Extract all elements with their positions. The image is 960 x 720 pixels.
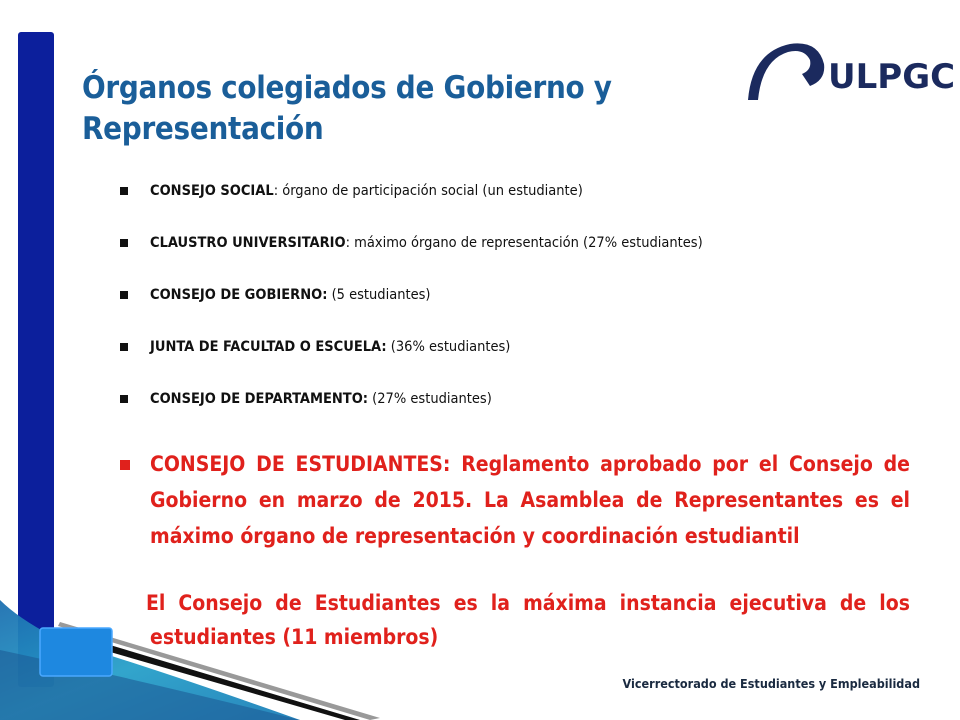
square-bullet-icon xyxy=(120,343,128,351)
closing-statement: El Consejo de Estudiantes es la máxima instancia ejecutiva de los estudiantes (11 miembros) xyxy=(146,591,910,649)
item-title: CONSEJO DE DEPARTAMENTO: xyxy=(150,391,369,407)
square-bullet-icon xyxy=(120,460,130,470)
item-title: CONSEJO DE GOBIERNO: xyxy=(150,287,328,303)
consejo-estudiantes-item xyxy=(120,446,910,554)
list-item xyxy=(120,282,910,334)
footer-text: Vicerrectorado de Estudiantes y Empleabilidad xyxy=(622,676,920,691)
square-bullet-icon xyxy=(120,239,128,247)
item-description: (36% estudiantes) xyxy=(386,339,511,355)
item-title: CLAUSTRO UNIVERSITARIO xyxy=(150,235,346,251)
item-description: : órgano de participación social (un estudiante) xyxy=(273,183,583,199)
list-item xyxy=(120,334,910,386)
square-bullet-icon xyxy=(120,187,128,195)
highlight-text: CONSEJO DE ESTUDIANTES: Reglamento aprobado por el Consejo de Gobierno en marzo de 2015. La Asamblea de Representantes es el máximo órgano de representación y coordinación estudiantil xyxy=(150,452,910,548)
ulpgc-logo xyxy=(740,34,956,106)
item-description: : máximo órgano de representación (27% estudiantes) xyxy=(345,235,703,251)
list-item xyxy=(120,230,910,282)
item-description: (27% estudiantes) xyxy=(368,391,492,407)
item-title: JUNTA DE FACULTAD O ESCUELA: xyxy=(150,339,387,355)
list-item xyxy=(120,386,910,438)
page-title: Órganos colegiados de Gobierno y Representación xyxy=(82,70,612,147)
item-title: CONSEJO SOCIAL xyxy=(150,183,274,199)
square-bullet-icon xyxy=(120,395,128,403)
logo-text: ULPGC xyxy=(828,57,956,97)
list-item xyxy=(120,178,910,230)
organ-list xyxy=(120,178,910,438)
item-description: (5 estudiantes) xyxy=(327,287,431,303)
square-bullet-icon xyxy=(120,291,128,299)
